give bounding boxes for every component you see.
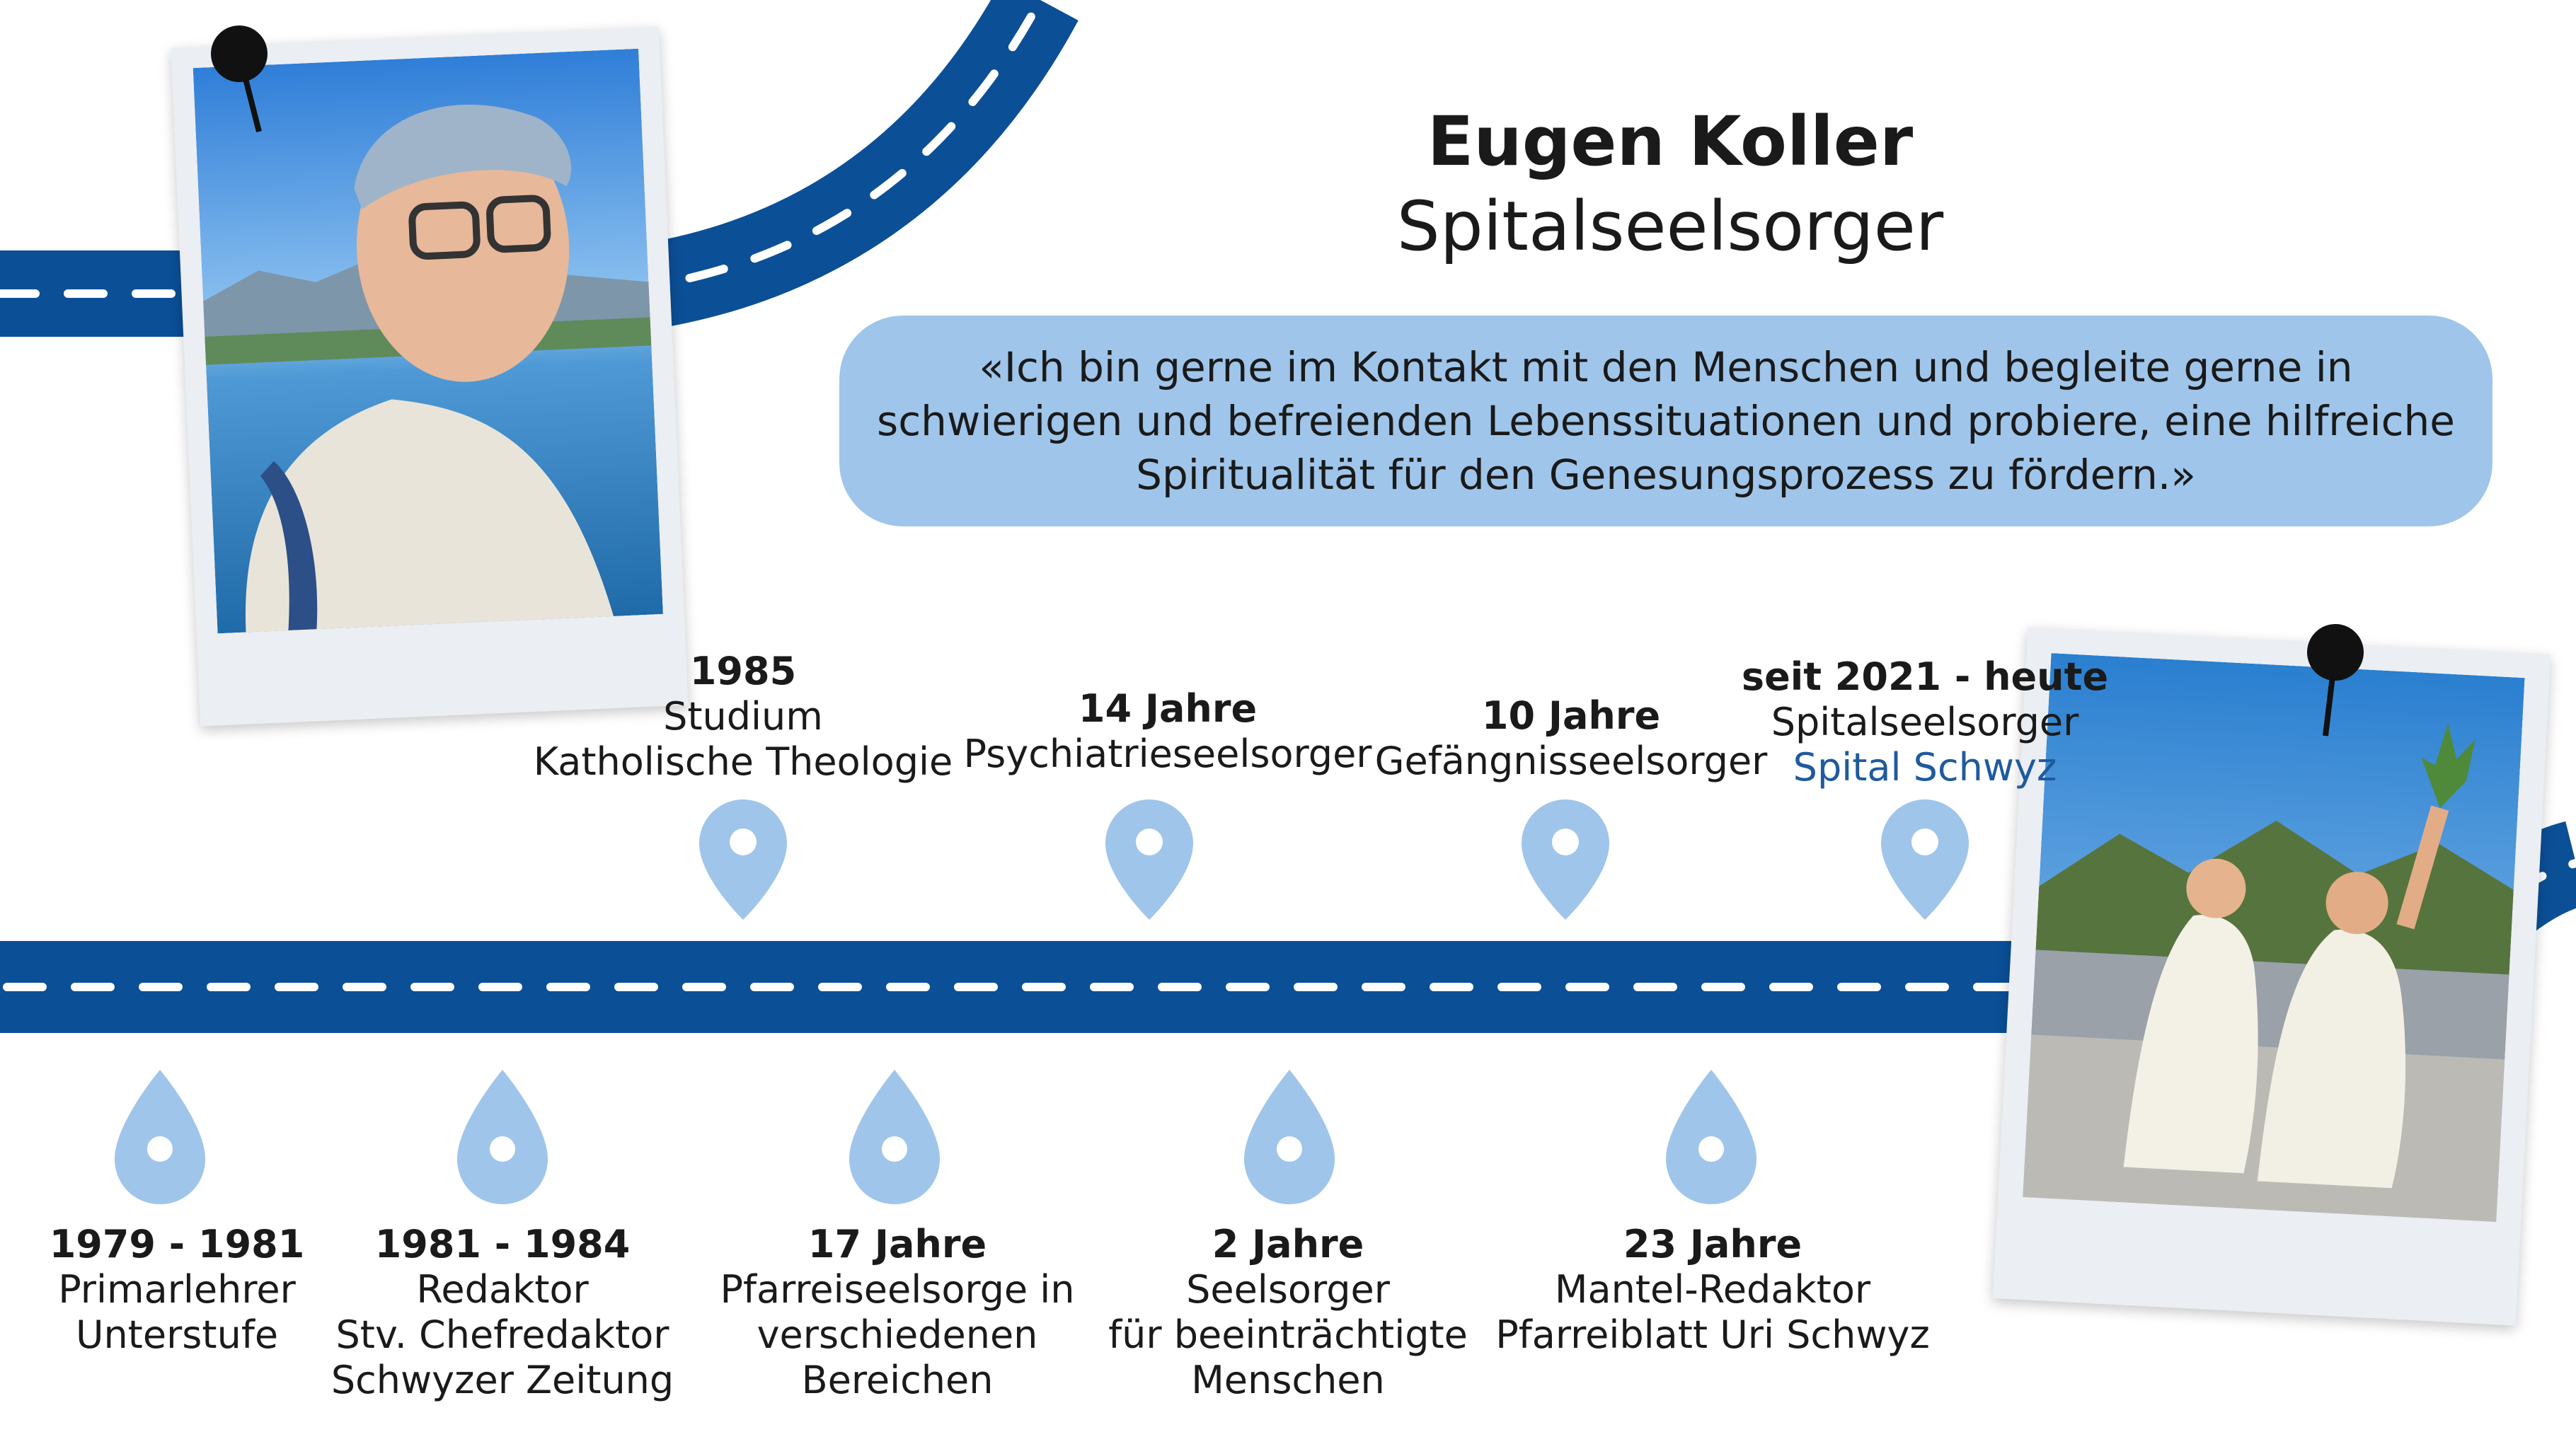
milestone-top-1985: [524, 649, 962, 785]
milestone-line: Spitalseelsorger: [1771, 700, 2079, 744]
milestone-heading: 14 Jahre: [1078, 686, 1258, 731]
map-pin-icon: [1881, 799, 1969, 920]
title-block: [1246, 99, 2095, 269]
milestone-bottom-pfarreiseelsorge: [678, 1222, 1117, 1403]
map-pin-icon: [1522, 799, 1609, 920]
milestone-line: Bereichen: [801, 1358, 994, 1402]
drop-pin-icon: [115, 1070, 205, 1204]
milestone-heading: 2 Jahre: [1212, 1222, 1364, 1266]
milestone-heading: 1981 - 1984: [374, 1222, 631, 1266]
milestone-heading: 1985: [689, 649, 797, 693]
quote-text: [877, 340, 2455, 502]
milestone-heading: seit 2021 - heute: [1741, 654, 2109, 699]
quote-line: «Ich bin gerne im Kontakt mit den Menschen und begleite gerne in: [979, 343, 2353, 391]
drop-pin-icon: [1666, 1070, 1756, 1204]
milestone-line: Spital Schwyz: [1793, 745, 2057, 790]
milestone-line: Pfarreiblatt Uri Schwyz: [1495, 1312, 1930, 1357]
milestone-bottom-seelsorger: [1069, 1222, 1507, 1403]
quote-line: Spiritualität für den Genesungsprozess zu fördern.»: [1136, 451, 2196, 499]
drop-pin-icon: [1244, 1070, 1335, 1204]
milestone-line: Schwyzer Zeitung: [330, 1358, 674, 1402]
portrait-photo: [193, 49, 663, 634]
milestone-line: Katholische Theologie: [533, 739, 953, 784]
drop-pin-icon: [849, 1070, 940, 1204]
milestone-top-psychiatrie: [948, 686, 1387, 777]
milestone-line: Psychiatrieseelsorger: [963, 732, 1372, 776]
milestone-line: Mantel-Redaktor: [1554, 1267, 1871, 1312]
milestone-line: Menschen: [1191, 1358, 1385, 1402]
milestone-heading: 17 Jahre: [807, 1222, 987, 1266]
person-name: Eugen Koller: [1427, 102, 1914, 181]
quote-line: schwierigen und befreienden Lebenssituationen und probiere, eine hilfreiche: [877, 397, 2455, 445]
map-pin-icon: [699, 799, 787, 920]
milestone-line: Gefängnisseelsorger: [1374, 739, 1768, 783]
milestone-bottom-mantel-redaktor: [1458, 1222, 1967, 1358]
quote-box: [839, 316, 2492, 526]
portrait-photo-frame: [171, 26, 688, 726]
map-pin-icon: [1105, 799, 1193, 920]
person-role: Spitalseelsorger: [1396, 187, 1944, 266]
milestone-line: Stv. Chefredaktor: [335, 1312, 669, 1357]
milestone-top-spital: [1706, 654, 2144, 790]
milestone-line: Studium: [663, 694, 823, 739]
milestone-heading: 1979 - 1981: [49, 1222, 305, 1266]
milestone-heading: 10 Jahre: [1481, 693, 1661, 738]
milestone-bottom-redaktor: [283, 1222, 722, 1403]
milestone-line: Primarlehrer: [58, 1267, 296, 1312]
milestone-line: verschiedenen: [757, 1312, 1038, 1357]
drop-pin-icon: [457, 1070, 548, 1204]
milestone-line: Seelsorger: [1186, 1267, 1390, 1312]
milestone-line: Unterstufe: [75, 1312, 279, 1357]
road-top-curve: [623, 0, 1040, 290]
milestone-line: Redaktor: [416, 1267, 589, 1312]
milestone-line: Pfarreiseelsorge in: [720, 1267, 1075, 1312]
milestone-line: für beeinträchtigte: [1108, 1312, 1468, 1357]
milestone-heading: 23 Jahre: [1623, 1222, 1802, 1266]
